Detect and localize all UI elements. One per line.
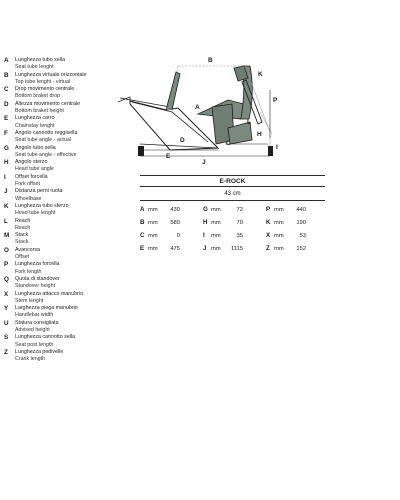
legend-label-en: Fork offset [15, 181, 40, 188]
measurement-key: J [203, 245, 207, 252]
label-j: J [202, 159, 206, 166]
legend-label-en: Standover height [15, 283, 56, 290]
measurement-cell [266, 206, 325, 213]
legend-entry [4, 291, 132, 306]
measurement-unit: mm [148, 233, 158, 239]
legend-key: C [4, 86, 9, 94]
legend-key: M [4, 232, 10, 240]
rear-triangle [130, 101, 218, 150]
measurement-cell [203, 219, 262, 226]
measurement-grid [140, 201, 325, 252]
measurement-value: 430 [170, 207, 180, 213]
legend-key: G [4, 144, 9, 152]
legend-entry [4, 320, 132, 335]
legend-entry [4, 305, 132, 320]
legend-label-en: Seat tube angle - effective [15, 151, 77, 158]
legend-label-it: Lunghezza carro [15, 115, 55, 122]
table-mid-rule [140, 186, 325, 187]
wheel-axle-front [268, 146, 273, 156]
legend-text [15, 203, 69, 218]
measurement-value: 70 [236, 220, 243, 226]
measurement-value: 440 [296, 207, 306, 213]
legend-label-it: Larghezza piega manubrio [15, 305, 78, 312]
legend-label-en: Seat tube lenght [15, 64, 54, 71]
legend-label-en: Crank length [15, 356, 46, 363]
legend-label-en: Advised height [15, 326, 50, 333]
legend-key: D [4, 100, 9, 108]
legend-entry [4, 218, 132, 233]
legend-text [15, 72, 87, 87]
legend-label-it: Angolo cannotto reggisella [15, 129, 78, 136]
table-top-rule [140, 175, 325, 176]
legend-text [15, 349, 63, 364]
measurement-cell [203, 232, 262, 239]
legend-entry [4, 188, 132, 203]
label-k: K [258, 71, 263, 78]
legend-text [15, 232, 28, 247]
legend-label-it: Statura consigliata [15, 319, 59, 326]
label-e: E [166, 153, 171, 160]
measurement-value: 53 [299, 233, 306, 239]
legend-key: A [4, 57, 9, 64]
legend-label-it: Stack [15, 232, 29, 239]
legend-label-en: Seat tube angle - actual [15, 137, 71, 144]
legend-text [15, 320, 59, 335]
legend-key: S [4, 334, 9, 342]
size-table [140, 175, 325, 252]
frame-size: 43 cm [224, 191, 241, 197]
legend-text [15, 218, 30, 233]
legend-text [15, 174, 48, 189]
legend-entry [4, 349, 132, 364]
legend-label-it: Lunghezza pedivelle [15, 348, 64, 355]
legend-label-it: Avancorsa [15, 246, 40, 253]
wheel-axle-rear [138, 146, 144, 156]
legend-text [15, 291, 83, 306]
measurement-unit: mm [211, 207, 221, 213]
legend-text [15, 145, 76, 160]
legend-label-it: Distanza perni ruota [15, 188, 63, 195]
measurement-cell [140, 206, 199, 213]
legend-key: B [4, 71, 9, 79]
legend-label-it: Altezza movimento centrale [15, 100, 81, 107]
legend-label-it: Drop movimento centrale [15, 86, 75, 93]
chain-stay [140, 144, 218, 148]
legend-label-en: Wheelbase [15, 195, 42, 202]
legend-label-en: Reach [15, 224, 31, 231]
legend-label-it: Quota di standover [15, 275, 60, 282]
legend-text [15, 86, 74, 101]
model-name: E-ROCK [219, 178, 246, 185]
legend-label-en: Offset [15, 254, 30, 261]
measurement-key: K [266, 219, 271, 226]
measurement-value: 35 [236, 233, 243, 239]
measurement-cell [266, 245, 325, 252]
legend-key: L [4, 217, 8, 225]
measurement-cell [266, 232, 325, 239]
measurement-value: 475 [170, 246, 180, 252]
legend-key: U [4, 319, 9, 327]
legend-text [15, 261, 59, 276]
measurement-unit: mm [148, 207, 158, 213]
legend-label-en: Bottom braket height [15, 108, 64, 115]
measurement-unit: mm [211, 233, 221, 239]
label-c: C [226, 140, 231, 147]
legend-key: Q [4, 275, 9, 283]
legend-key: O [4, 246, 9, 254]
measurement-unit: mm [274, 207, 284, 213]
label-h: H [257, 131, 262, 138]
legend-text [15, 130, 77, 145]
legend-text [15, 57, 65, 72]
legend-key: F [4, 129, 8, 137]
legend-label-it: Offset forcella [15, 173, 48, 180]
measurement-unit: mm [274, 246, 284, 252]
measurement-key: E [140, 245, 145, 252]
legend-label-en: Bottom braket drop [15, 93, 61, 100]
legend-label-it: Lunghezza cannotto sella [15, 334, 76, 341]
legend-text [15, 115, 54, 130]
measurement-key: P [266, 206, 271, 213]
legend-entry [4, 276, 132, 291]
legend-label-it: Angolo sterzo [15, 159, 48, 166]
legend-key: K [4, 202, 9, 210]
legend-entry [4, 232, 132, 247]
legend-entry [4, 174, 132, 189]
measurement-key: A [140, 206, 145, 213]
legend-label-en: Seat post length [15, 341, 54, 348]
legend-label-en: Fork length [15, 268, 42, 275]
measurement-unit: mm [211, 220, 221, 226]
legend-key: X [4, 290, 9, 298]
legend-label-en: Stem lenght [15, 297, 44, 304]
measurement-cell [140, 232, 199, 239]
legend-text [15, 305, 78, 320]
legend-label-en: Chainstay lenght [15, 122, 55, 129]
legend-text [15, 159, 54, 174]
legend-label-en: Head tube lenght [15, 210, 56, 217]
label-p: P [273, 97, 278, 104]
legend-label-en: Head tube angle [15, 166, 54, 173]
legend-key: Y [4, 305, 9, 313]
measurement-unit: mm [211, 246, 221, 252]
measurement-unit: mm [148, 220, 158, 226]
measurement-value: 0 [176, 233, 180, 239]
measurement-key: Z [266, 245, 270, 252]
legend-label-en: Handlebar width [15, 312, 54, 319]
measurement-cell [140, 219, 199, 226]
measurement-cell [203, 206, 262, 213]
measurement-value: 1115 [230, 246, 243, 252]
legend-label-it: Reach [15, 217, 31, 224]
frame-geometry-diagram [110, 52, 390, 167]
seat-tube [166, 72, 180, 110]
legend-label-en: Stack [15, 239, 29, 246]
measurement-cell [140, 245, 199, 252]
measurement-key: I [203, 232, 205, 239]
measurement-unit: mm [274, 233, 284, 239]
label-d: D [180, 137, 185, 144]
legend-key: J [4, 188, 8, 196]
measurement-value: 72 [236, 207, 243, 213]
legend-entry [4, 247, 132, 262]
measurement-unit: mm [148, 246, 158, 252]
measurement-key: H [203, 219, 208, 226]
label-i: I [276, 144, 278, 151]
measurement-cell [266, 219, 325, 226]
legend-entry [4, 334, 132, 349]
legend-key: Z [4, 348, 8, 356]
legend-key: E [4, 115, 9, 123]
label-l: L [247, 119, 251, 126]
measurement-value: 152 [296, 246, 306, 252]
legend-entry [4, 203, 132, 218]
measurement-unit: mm [274, 220, 284, 226]
legend-entry [4, 261, 132, 276]
legend-label-en: Top tube lenght - virtual [15, 78, 71, 85]
measurement-value: 580 [170, 220, 180, 226]
legend-text [15, 247, 40, 262]
legend-text [15, 334, 75, 349]
label-a: A [195, 104, 200, 111]
label-b: B [208, 57, 213, 64]
legend-text [15, 188, 62, 203]
rack [118, 97, 170, 107]
legend-key: I [4, 173, 6, 181]
measurement-cell [203, 245, 262, 252]
legend-label-it: Lunghezza attacco manubrio [15, 290, 84, 297]
legend-key: H [4, 159, 9, 167]
legend-label-it: Lunghezza virtuale orizzontale [15, 71, 87, 78]
legend-label-it: Angolo tubo sella [15, 144, 56, 151]
legend-key: P [4, 261, 9, 269]
measurement-key: C [140, 232, 145, 239]
legend-label-it: Lunghezza forcella [15, 261, 60, 268]
measurement-key: G [203, 206, 208, 213]
legend-label-it: Lunghezza tubo sella [15, 57, 66, 63]
measurement-value: 190 [296, 220, 306, 226]
measurement-key: B [140, 219, 145, 226]
legend-text [15, 276, 60, 291]
measurement-key: X [266, 232, 271, 239]
legend-label-it: Lunghezza tubo sterzo [15, 202, 69, 209]
legend-text [15, 101, 80, 116]
